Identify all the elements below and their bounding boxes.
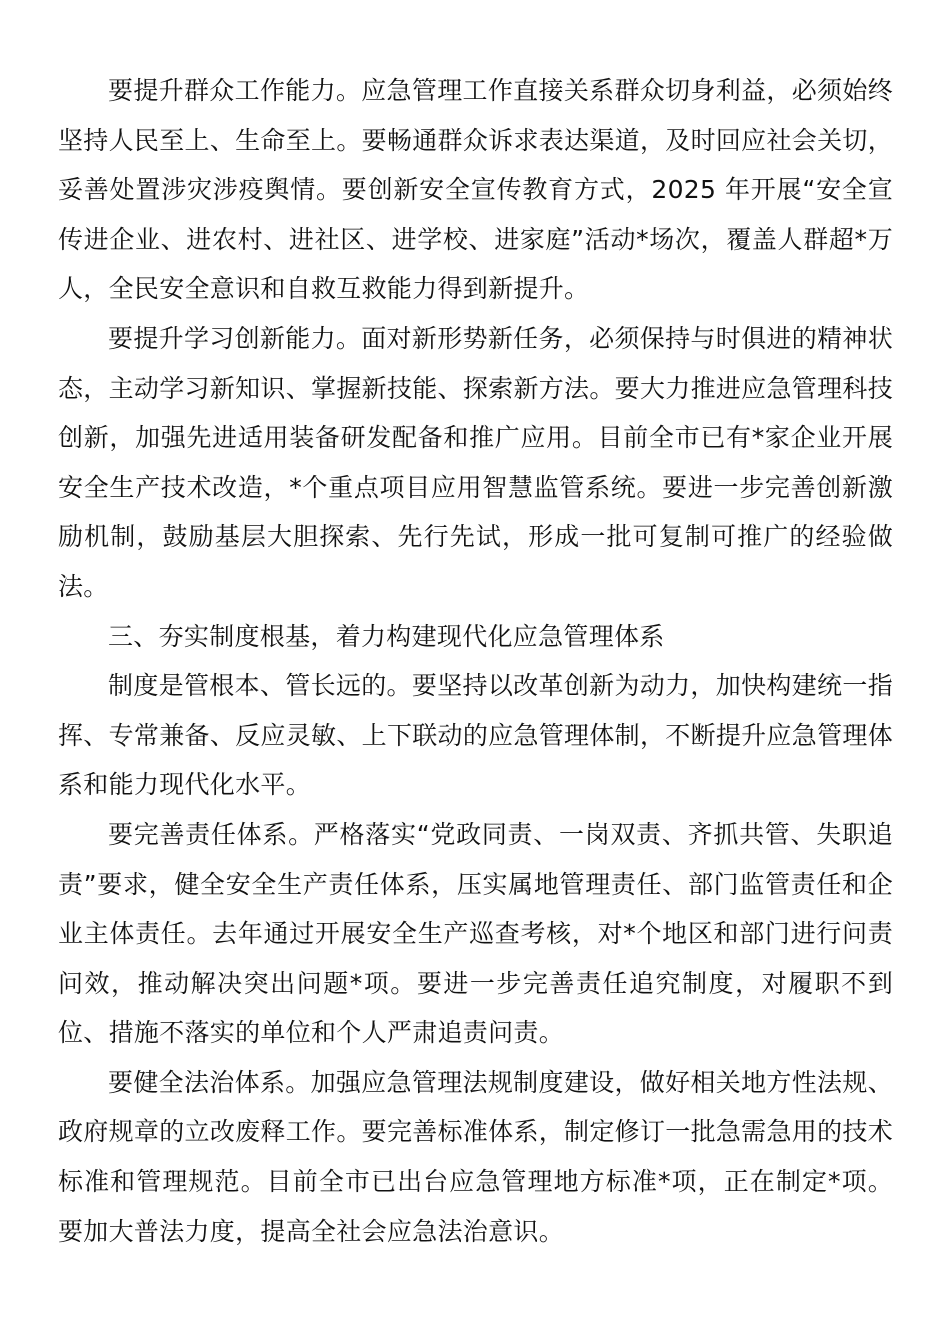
paragraph-mass-work: 要提升群众工作能力。应急管理工作直接关系群众切身利益，必须始终坚持人民至上、生命至上。要畅通群众诉求表达渠道，及时回应社会关切，妥善处置涉灾涉疫舆情。要创新安全宣传教育方式，2025 年开展“安全宣传进企业、进农村、进社区、进学校、进家庭”活动*场次，覆盖人群超*万人，全民安全意识和自救互救能力得到新提升。	[58, 76, 893, 304]
paragraph-system-intro: 制度是管根本、管长远的。要坚持以改革创新为动力，加快构建统一指挥、专常兼备、反应灵敏、上下联动的应急管理体制，不断提升应急管理体系和能力现代化水平。	[58, 671, 893, 800]
paragraph-responsibility-system: 要完善责任体系。严格落实“党政同责、一岗双责、齐抓共管、失职追责”要求，健全安全生产责任体系，压实属地管理责任、部门监管责任和企业主体责任。去年通过开展安全生产巡查考核，对*个地区和部门进行问责问效，推动解决突出问题*项。要进一步完善责任追究制度，对履职不到位、措施不落实的单位和个人严肃追责问责。	[58, 819, 893, 1048]
section-heading: 三、夯实制度根基，着力构建现代化应急管理体系	[108, 621, 665, 651]
paragraph-learning-innovation: 要提升学习创新能力。面对新形势新任务，必须保持与时俱进的精神状态，主动学习新知识、掌握新技能、探索新方法。要大力推进应急管理科技创新，加强先进适用装备研发配备和推广应用。目前全市已有*家企业开展安全生产技术改造，*个重点项目应用智慧监管系统。要进一步完善创新激励机制，鼓励基层大胆探索、先行先试，形成一批可复制可推广的经验做法。	[58, 323, 893, 601]
paragraph-legal-system: 要健全法治体系。加强应急管理法规制度建设，做好相关地方性法规、政府规章的立改废释工作。要完善标准体系，制定修订一批急需急用的技术标准和管理规范。目前全市已出台应急管理地方标准*项，正在制定*项。要加大普法力度，提高全社会应急法治意识。	[58, 1067, 893, 1246]
document-body	[58, 66, 893, 1256]
